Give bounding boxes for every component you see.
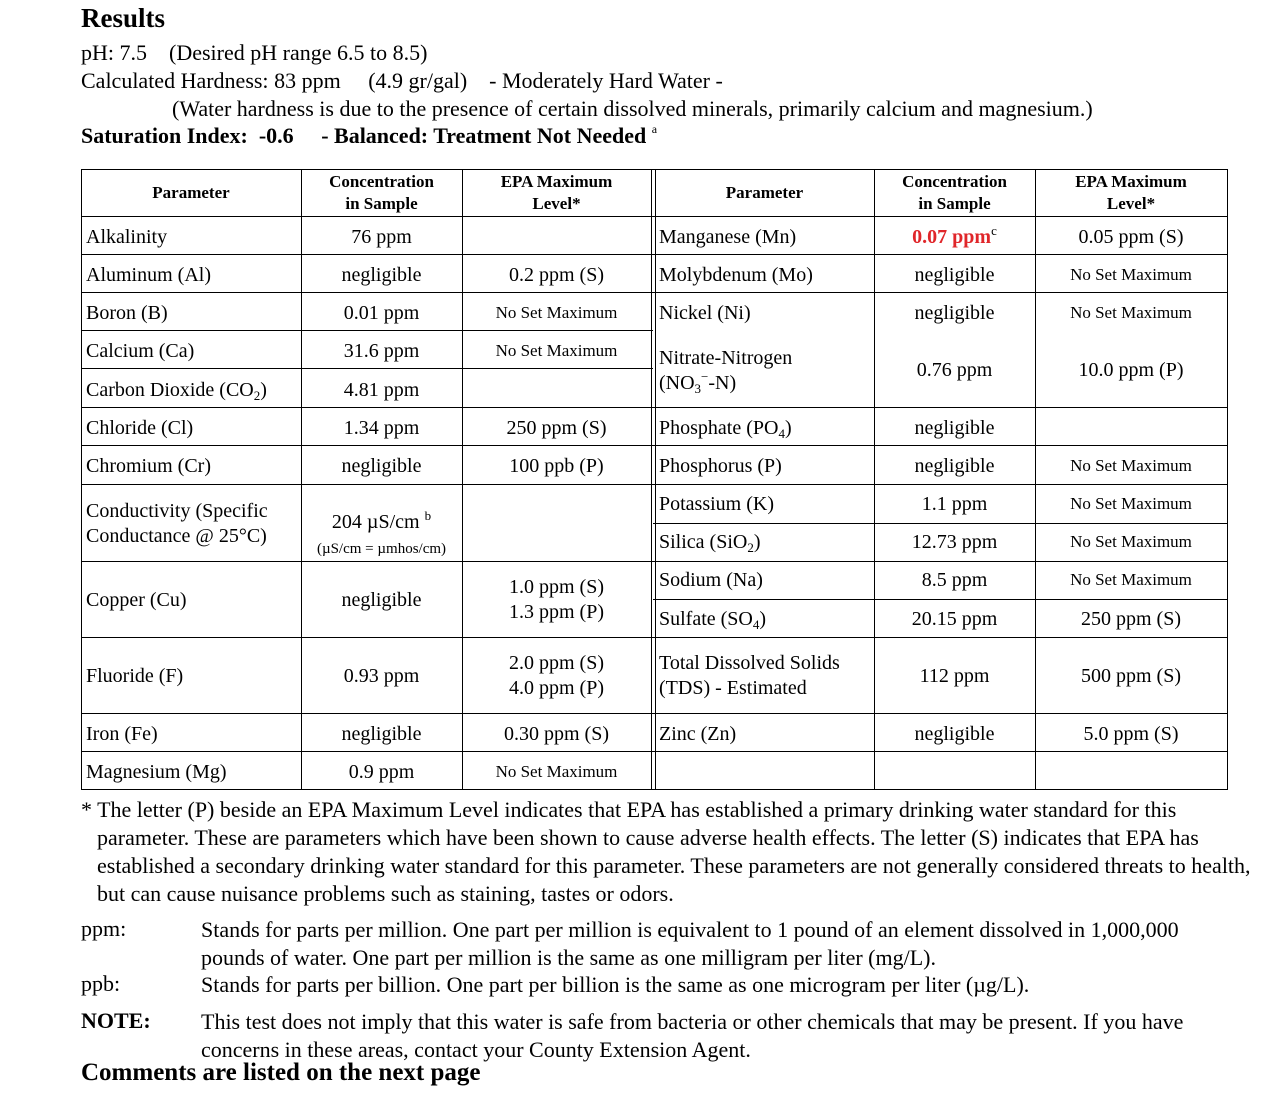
closing-line: Comments are listed on the next page bbox=[81, 1059, 481, 1086]
param-potassium: Potassium (K) bbox=[659, 493, 774, 515]
conc-copper: negligible bbox=[341, 589, 422, 611]
epa-molybdenum: No Set Maximum bbox=[1070, 265, 1192, 284]
conc-magnesium: 0.9 ppm bbox=[348, 761, 415, 783]
param-aluminum: Aluminum (Al) bbox=[86, 264, 211, 286]
epa-tds: 500 ppm (S) bbox=[1081, 665, 1181, 687]
param-manganese: Manganese (Mn) bbox=[659, 226, 797, 248]
hardness-grgal: (4.9 gr/gal) bbox=[368, 68, 468, 93]
param-phosphorus: Phosphorus (P) bbox=[659, 455, 782, 477]
saturation-value: -0.6 bbox=[258, 123, 294, 148]
epa-magnesium: No Set Maximum bbox=[495, 762, 618, 781]
conc-alkalinity: 76 ppm bbox=[351, 226, 412, 248]
param-nitrate-nitrogen: Nitrate-Nitrogen $(NO_3^--N)$ bbox=[659, 347, 793, 396]
epa-chloride: 250 ppm (S) bbox=[506, 417, 607, 439]
epa-potassium: No Set Maximum bbox=[1070, 494, 1192, 513]
conc-sulfate: 20.15 ppm bbox=[911, 608, 998, 630]
epa-calcium: No Set Maximum bbox=[495, 341, 618, 360]
epa-copper: 1.0 ppm (S) 1.3 ppm (P) bbox=[509, 576, 604, 623]
param-alkalinity: Alkalinity bbox=[86, 226, 168, 248]
note-text: This test does not imply that this water is safe from bacteria or other chemicals that may be present. If you have concerns in these areas, contact your County Extension Agent. bbox=[201, 1009, 1184, 1062]
hardness-ppm: 83 ppm bbox=[274, 68, 341, 93]
epa-fluoride: 2.0 ppm (S) 4.0 ppm (P) bbox=[509, 652, 604, 699]
hardness-line bbox=[81, 68, 723, 94]
header-epa-left: EPA Maximum Level* bbox=[500, 172, 613, 213]
param-carbon-dioxide: Carbon Dioxide $(CO_2)$ bbox=[86, 379, 267, 403]
conc-nitrate-nitrogen: 0.76 ppm bbox=[916, 359, 993, 381]
header-concentration-left: Concentration in Sample bbox=[329, 172, 434, 213]
saturation-line bbox=[81, 123, 657, 149]
epa-footnote: * The letter (P) beside an EPA Maximum Level indicates that EPA has established a primary drinking water standard for this parameter. These are parameters which have been shown to cause adverse health effects. The letter (S) indicates that EPA has established a secondary drinking water standard for this parameter. These parameters are not generally considered threats to health, but can cause nuisance problems such as staining, tastes or odors. bbox=[81, 797, 1251, 906]
conc-nickel: negligible bbox=[914, 302, 995, 324]
page-title: Results bbox=[81, 3, 166, 33]
conc-calcium: 31.6 ppm bbox=[343, 340, 420, 362]
param-iron: Iron (Fe) bbox=[86, 723, 158, 745]
header-parameter-left: Parameter bbox=[152, 183, 230, 202]
conc-potassium: 1.1 ppm bbox=[921, 493, 988, 515]
conc-zinc: negligible bbox=[914, 723, 995, 745]
param-tds: Total Dissolved Solids (TDS) - Estimated bbox=[659, 652, 840, 699]
conc-phosphorus: negligible bbox=[914, 455, 995, 477]
epa-manganese: 0.05 ppm (S) bbox=[1078, 226, 1184, 248]
results-table bbox=[81, 169, 1228, 791]
conc-tds: 112 ppm bbox=[919, 665, 990, 687]
conc-boron: 0.01 ppm bbox=[343, 302, 420, 324]
epa-silica: No Set Maximum bbox=[1070, 532, 1192, 551]
header-epa-right: EPA Maximum Level* bbox=[1075, 172, 1187, 213]
param-conductivity: Conductivity (Specific Conductance @ 25°C) bbox=[86, 500, 268, 547]
param-magnesium: Magnesium (Mg) bbox=[86, 761, 227, 783]
param-silica: Silica (SiO$_2$) bbox=[659, 531, 761, 555]
conc-manganese: 0.07 ppm$^c$ bbox=[912, 223, 997, 248]
conc-chromium: negligible bbox=[341, 455, 422, 477]
conc-chloride: 1.34 ppm bbox=[343, 417, 420, 439]
ph-label: pH: bbox=[81, 40, 114, 65]
param-boron: Boron (B) bbox=[86, 302, 168, 324]
hardness-label: Calculated Hardness: bbox=[81, 68, 269, 93]
hardness-note: (Water hardness is due to the presence of certain dissolved minerals, primarily calcium and magnesium.) bbox=[172, 96, 1093, 121]
conc-aluminum: negligible bbox=[341, 264, 422, 286]
param-calcium: Calcium (Ca) bbox=[86, 340, 195, 362]
header-concentration-right: Concentration in Sample bbox=[902, 172, 1007, 213]
hardness-class: - Moderately Hard Water - bbox=[489, 68, 723, 93]
param-phosphate: Phosphate $(PO_4)$ bbox=[659, 417, 792, 441]
epa-boron: No Set Maximum bbox=[495, 303, 618, 322]
conc-molybdenum: negligible bbox=[914, 264, 995, 286]
param-sulfate: Sulfate $(SO_4)$ bbox=[659, 608, 767, 632]
epa-chromium: 100 ppb (P) bbox=[509, 455, 604, 477]
conc-carbon-dioxide: 4.81 ppm bbox=[343, 379, 420, 401]
saturation-footnote-mark: a bbox=[651, 122, 658, 136]
ppb-definition: Stands for parts per billion. One part per billion is the same as one microgram per liter (µg/L). bbox=[201, 972, 1030, 997]
note-label: NOTE: bbox=[81, 1008, 151, 1033]
epa-aluminum: 0.2 ppm (S) bbox=[509, 264, 604, 286]
param-fluoride: Fluoride (F) bbox=[86, 665, 184, 687]
header-parameter-right: Parameter bbox=[725, 183, 804, 202]
epa-iron: 0.30 ppm (S) bbox=[504, 723, 609, 745]
epa-nitrate-nitrogen: 10.0 ppm (P) bbox=[1078, 359, 1184, 381]
ppm-definition: Stands for parts per million. One part per million is equivalent to 1 pound of an element dissolved in 1,000,000 pounds of water. One part per million is the same as one milligram per liter (mg/L). bbox=[201, 917, 1179, 970]
param-copper: Copper (Cu) bbox=[86, 589, 187, 611]
param-zinc: Zinc (Zn) bbox=[659, 723, 737, 745]
epa-phosphorus: No Set Maximum bbox=[1070, 456, 1192, 475]
conc-iron: negligible bbox=[341, 723, 422, 745]
param-nickel: Nickel (Ni) bbox=[659, 302, 751, 324]
ppb-label: ppb: bbox=[81, 971, 121, 996]
conc-phosphate: negligible bbox=[914, 417, 995, 439]
ph-line bbox=[81, 40, 427, 66]
conc-fluoride: 0.93 ppm bbox=[343, 665, 420, 687]
ppm-label: ppm: bbox=[81, 916, 127, 941]
ph-range: (Desired pH range 6.5 to 8.5) bbox=[169, 40, 428, 65]
saturation-label: Saturation Index: bbox=[81, 123, 248, 148]
epa-sodium: No Set Maximum bbox=[1070, 570, 1192, 589]
epa-zinc: 5.0 ppm (S) bbox=[1083, 723, 1179, 745]
ph-value: 7.5 bbox=[119, 40, 147, 65]
conc-conductivity: 204 µS/cm $^b$ bbox=[331, 508, 432, 533]
conc-sodium: 8.5 ppm bbox=[921, 569, 988, 591]
saturation-status: - Balanced: Treatment Not Needed bbox=[321, 123, 647, 148]
param-chromium: Chromium (Cr) bbox=[86, 455, 211, 477]
epa-nickel: No Set Maximum bbox=[1070, 303, 1192, 322]
conc-silica: 12.73 ppm bbox=[911, 531, 998, 553]
param-sodium: Sodium (Na) bbox=[659, 569, 763, 591]
param-molybdenum: Molybdenum (Mo) bbox=[659, 264, 813, 286]
param-chloride: Chloride (Cl) bbox=[86, 417, 194, 439]
epa-sulfate: 250 ppm (S) bbox=[1081, 608, 1181, 630]
conc-conductivity-note: (µS/cm = µmhos/cm) bbox=[316, 541, 447, 557]
